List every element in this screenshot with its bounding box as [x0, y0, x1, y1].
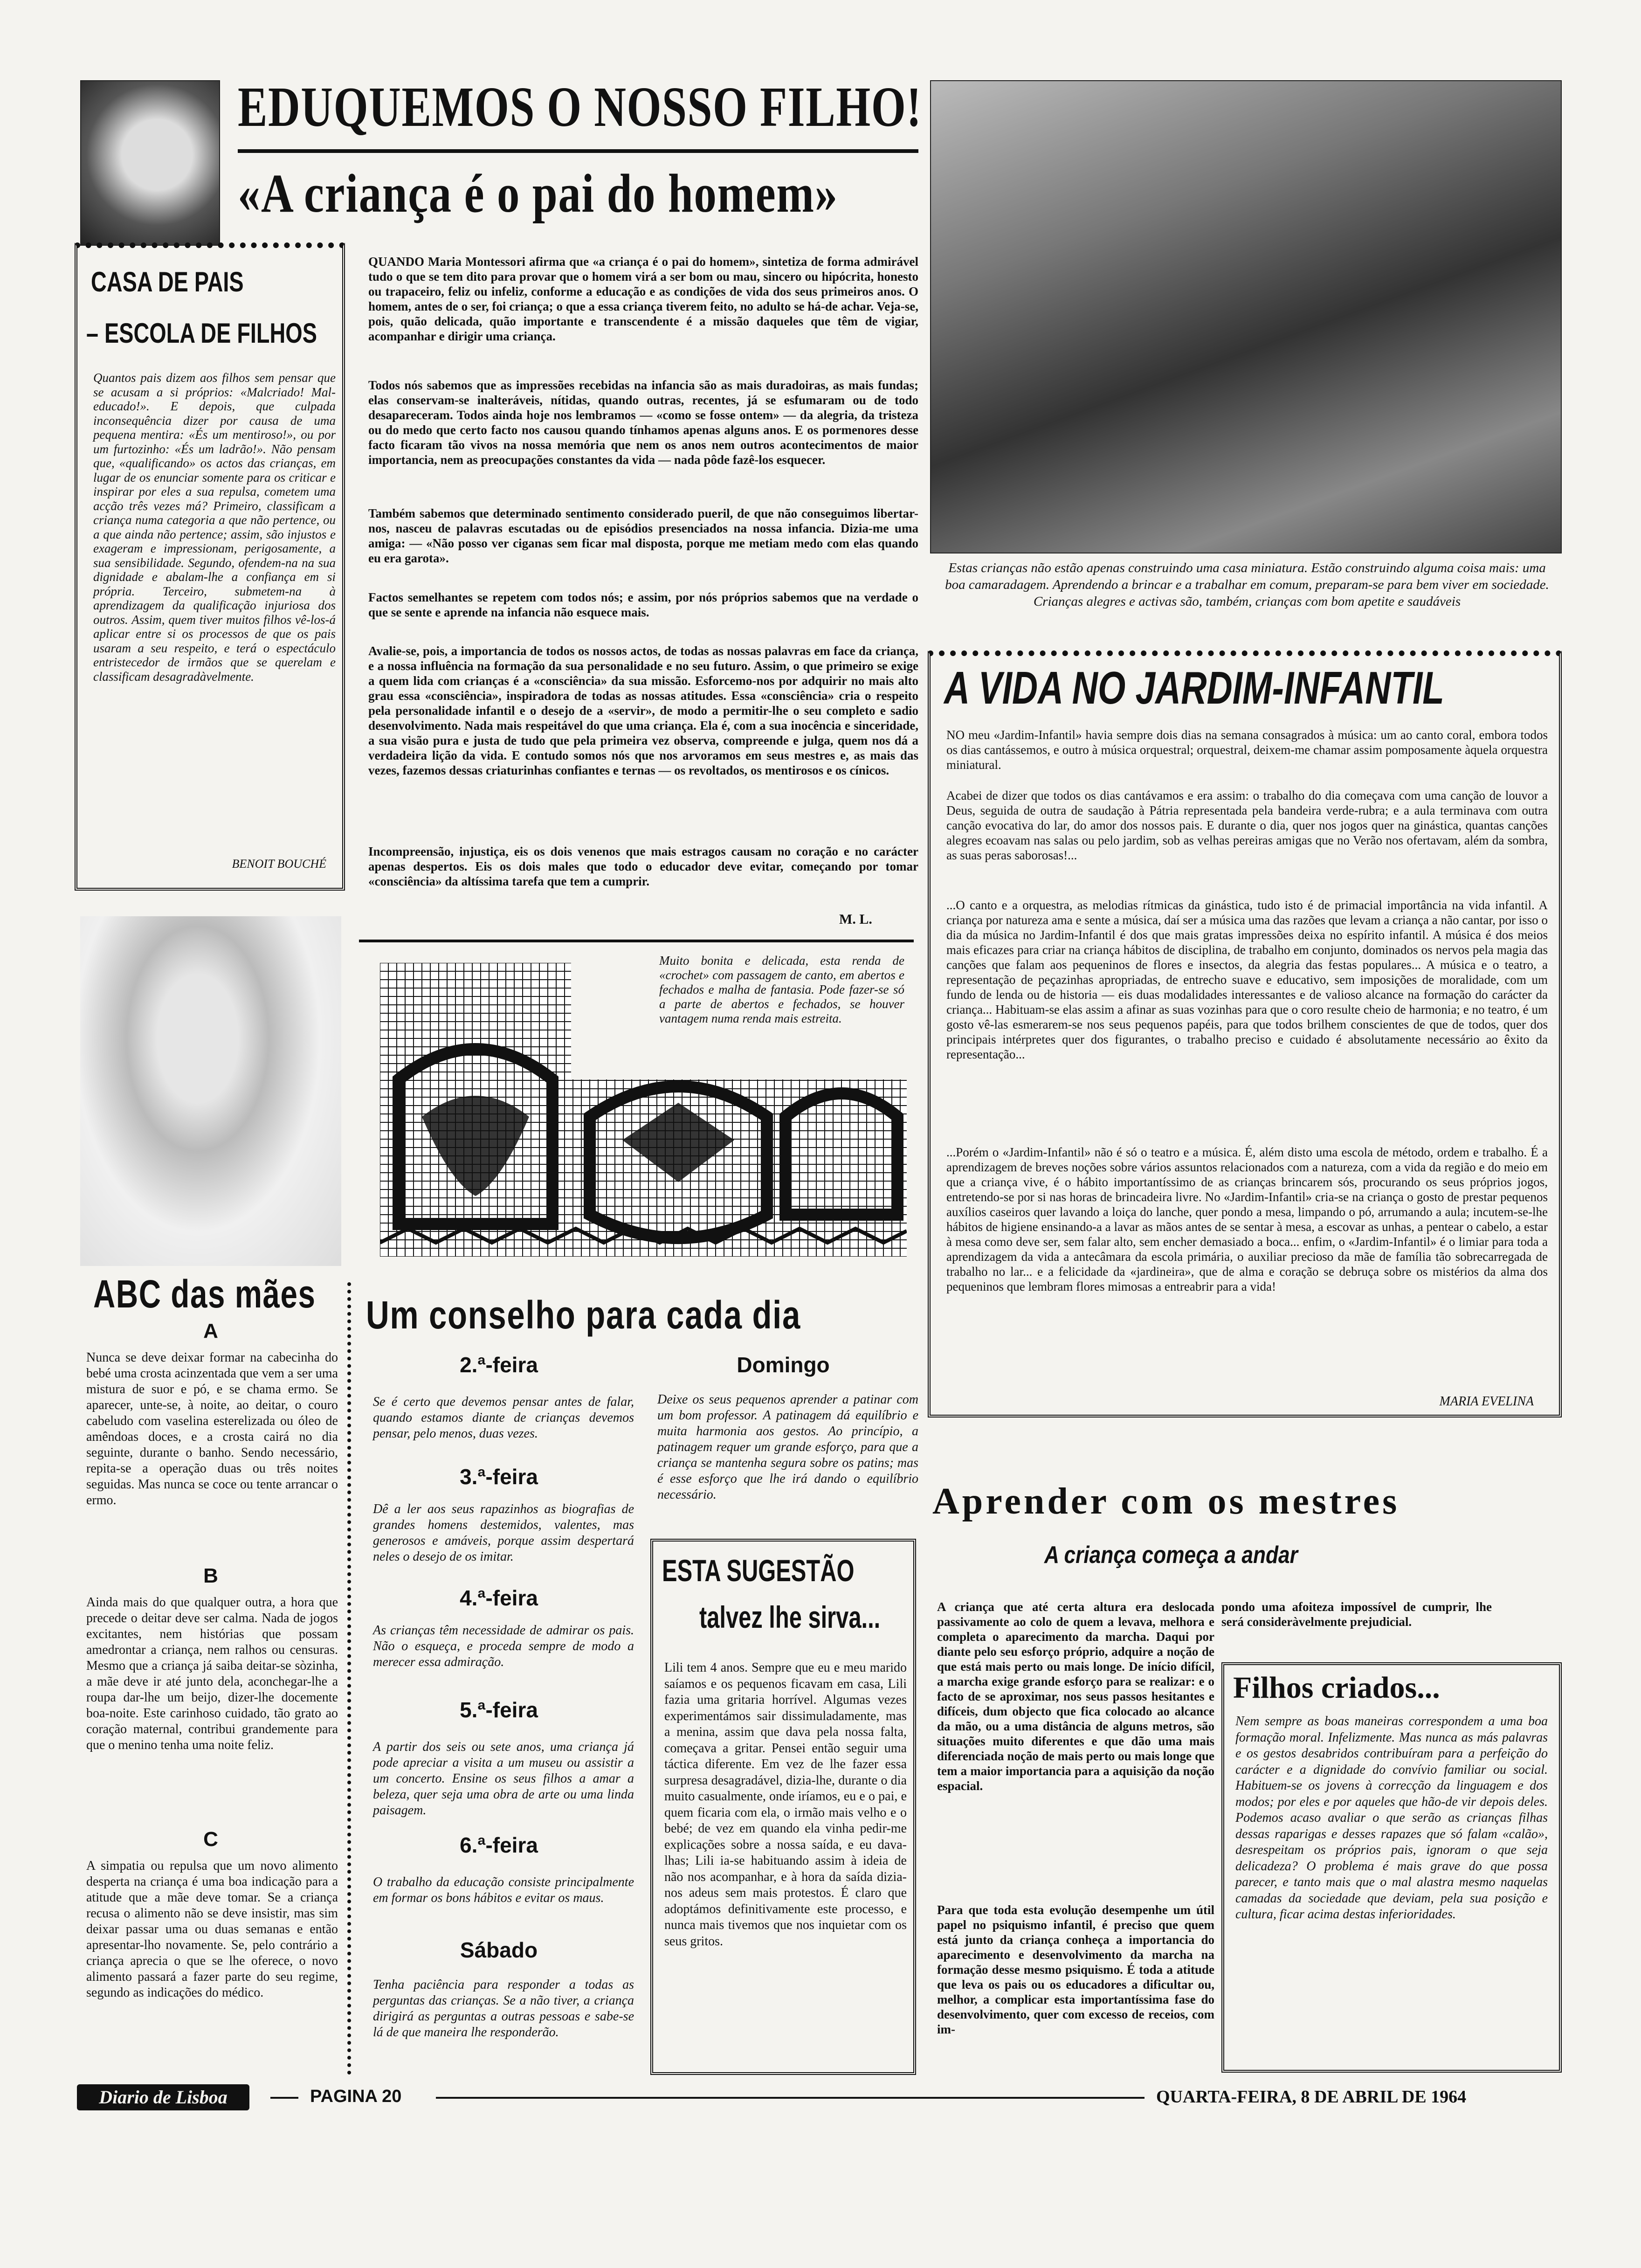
day-2-text: Se é certo que devemos pensar antes de falar, quando estamos diante de crianças devemos pensar, pelo menos, duas vezes. [373, 1395, 634, 1441]
jardim-p1: NO meu «Jardim-Infantil» havia sempre dois dias na semana consagrados à música: um ao canto coral, embora todos os dias cantássemos, e outro à música orquestral; orquestral, deixem-me chamar assim pomposamente àquela orquestra miniatural. [946, 728, 1548, 772]
main-p2: Todos nós sabemos que as impressões recebidas na infancia são as mais duradoiras, as mais fundas; elas conservam-se inalteráveis, nítidas, quando outras, recentes, já se esfumaram ou de todo desapareceram. Todos ainda hoje nos lembramos — «como se fosse ontem» — da alegria, da tristeza ou do medo que certo facto nos causou quando tínhamos apenas alguns anos. E os pormenores desse facto ficaram tão vivos na nossa memória que nem os anos nem outros acontecimentos de maior importancia, nem as preocupações constantes da vida — nada pôde fazê-los esquecer. [368, 378, 918, 467]
crochet-caption: Muito bonita e delicada, esta renda de «crochet» com passagem de canto, em abertos e fechados e malha de fantasia. Pode fazer-se só a parte de abertos e fechados, se houver vantagem numa renda mais estreita. [653, 954, 904, 1061]
title-divider [238, 149, 918, 153]
day-4-heading: 4.ª-feira [460, 1586, 538, 1610]
abc-letter-b: B [203, 1564, 218, 1587]
abc-text-c: A simpatia ou repulsa que um novo alimento desperta na criança é uma boa indicação para a atitude que a mãe deve tomar. Se a criança recusa o alimento não se deve insistir, mas sim deixar passar uma ou duas semanas e então apresentar-lho novamente. Se, pelo contrário a criança aprecia o que se lhe oferece, o novo alimento passará a fazer parte do seu regime, segundo as indicações do médico. [86, 1859, 338, 2000]
abc-letter-a: A [203, 1320, 218, 1342]
page-number: PAGINA 20 [310, 2087, 402, 2106]
newspaper-logo: Diario de Lisboa [77, 2084, 249, 2110]
baby-photo [80, 916, 341, 1266]
aprender-text-2: Para que toda esta evolução desempenhe um útil papel no psiquismo infantil, é preciso que quem está junto da criança conheça a importancia do aparecimento e desenvolvimento da marcha na formação desse mesmo psiquismo. É toda a atitude que leva os pais ou os educadores a dificultar ou, melhor, a complicar esta importantíssima fase do desenvolvimento, quer com excesso de receios, com im- [937, 1903, 1214, 2036]
day-5-text: A partir dos seis ou sete anos, uma criança já pode apreciar a visita a um museu ou assistir a um concerto. Ensine os seus filhos a amar a beleza, quer seja uma obra de arte ou uma linda paisagem. [373, 1740, 634, 1818]
conselho-title: Um conselho para cada dia [366, 1293, 801, 1337]
aprender-subtitle: A criança começa a andar [1044, 1542, 1298, 1569]
day-3-heading: 3.ª-feira [460, 1465, 538, 1489]
jardim-p4: ...Porém o «Jardim-Infantil» não é só o teatro e a música. É, além disto uma escola de método, ordem e trabalho. É a aprendizagem de breves noções sobre vários assuntos relacionados com a natureza, com a vida da região e do meio em que a criança vive, é o hábito importantíssimo de as crianças brincarem sós, procurando os seus próprios jogos, entretendo-se por si nas horas de brincadeira livre. No «Jardim-Infantil» cria-se na criança o gosto de prestar pequenos auxílios caseiros quer lavando a loiça do lanche, quer pondo a mesa, limpando o pó, arrumando a aula; incutem-se-lhe hábitos de higiene ensinando-a a lavar as mãos antes de se sentar à mesa, a escovar as unhas, a pentear o cabelo, a estar à mesa como deve ser, sem falar alto, sem encher demasiado a boca... enfim, o «Jardim-Infantil» é o limiar para toda a aprendizagem da vida a antecâmara da escola primária, o auxiliar precioso da mãe de família tão sobrecarregada de trabalho no lar... e a felicidade da «jardineira», que de alma e coração se debruça sobre os mistérios da alma dos pequeninos que lembram flores mimosas a entreabrir para a vida! [946, 1145, 1548, 1293]
main-p6: Incompreensão, injustiça, eis os dois venenos que mais estragos causam no coração e no carácter apenas despertos. Eis os dois males que todo o educador deve evitar, começando por tomar «consciência» da altíssima tarefa que tem a cumprir. [368, 844, 918, 888]
page-title: EDUQUEMOS O NOSSO FILHO! [238, 76, 922, 138]
day-4-text: As crianças têm necessidade de admirar os pais. Não o esqueça, e proceda sempre de modo a merecer essa admiração. [373, 1623, 634, 1669]
aprender-title: Aprender com os mestres [932, 1481, 1400, 1522]
saturday-heading: Sábado [460, 1938, 538, 1962]
abc-title: ABC das mães [93, 1272, 316, 1316]
filhos-title: Filhos criados... [1233, 1671, 1440, 1705]
page-subtitle: «A criança é o pai do homem» [238, 163, 838, 224]
abc-letter-c: C [203, 1828, 218, 1851]
photo-caption: Estas crianças não estão apenas construindo uma casa miniatura. Estão construindo alguma coisa mais: uma boa camaradagem. Aprendendo a brincar e a trabalhar em comum, preparam-se para bem viver em sociedade. Crianças alegres e activas são, também, crianças com bom apetite e saudáveis [945, 560, 1549, 609]
filhos-text: Nem sempre as boas maneiras correspondem a uma boa formação moral. Infelizmente. Mas nunca as más palavras e os gestos desabridos contribuíram para a perfeição do carácter e a dignidade do convívio familiar ou social. Habituem-se os jovens à correcção da linguagem e dos modos; por eles e por aqueles que hão-de vir depois deles. Podemos acaso avaliar o que serão as crianças filhas dessas raparigas e desses rapazes que só falam «calão», desrespeitam os próprios pais, ignoram o que seja delicadeza? O problema é mais grave do que possa parecer, e tanto mais que o mal alastra mesmo naquelas camadas da sociedade que deviam, pela sua posição e cultura, ficar acima destas inferioridades. [1235, 1714, 1548, 1922]
jardim-p3: ...O canto e a orquestra, as melodias rítmicas da ginástica, tudo isto é de primacial importância na vida infantil. A criança por natureza ama e sente a música, daí ser a música uma das razões que levam a criança a não cantar, por isso o dia da música no Jardim-Infantil é dos que mais gratas impressões deixa no espírito infantil. A música é dos meios mais eficazes para criar na criança hábitos de disciplina, de trabalho em conjunto, dominados os nervos pela magia das canções que falam aos pequeninos de flores e insectos, da alegria das festas populares... A música e o teatro, a representação de peçazinhas apropriadas, de entrecho suave e educativo, sem imposições de moralidade, com um fundo de lenda ou de historia — eis duas modalidades interessantes e de valioso alcance na formação do carácter da criança... Habituam-se elas assim a afinar as suas vozinhas para que o coro resulte cheio de harmonia; e no teatro, é um gosto vê-las esmerarem-se nos seus pequenos papéis, para que todos brilhem conscientes de que de todos, quer dos principais intérpretes quer dos figurantes, o trabalho preciso e cuidado é absolutamente necessário ao êxito da representação... [946, 898, 1548, 1061]
day-6-heading: 6.ª-feira [460, 1833, 538, 1857]
issue-date: QUARTA-FEIRA, 8 DE ABRIL DE 1964 [1156, 2087, 1467, 2107]
aprender-text-3: pondo uma afoiteza impossível de cumprir, lhe será consideràvelmente prejudicial. [1221, 1600, 1492, 1629]
footer-rule-left [270, 2097, 298, 2099]
main-author: M. L. [839, 912, 872, 927]
main-p1: QUANDO Maria Montessori afirma que «a criança é o pai do homem», sintetiza de forma admirável tudo o que se tem dito para provar que o homem virá a ser bom ou mau, sincero ou hipócrita, honesto ou trapaceiro, feliz ou infeliz, conforme a educação e as condições de vida dos seus primeiros anos. O homem, antes de o ser, foi criança; o que a essa criança tiverem feito, no adulto se há-de achar. Veja-se, pois, quão delicada, quão importante e transcendente é a missão daqueles que têm de vigiar, acompanhar e dirigir uma criança. [368, 255, 918, 343]
casa-text: Quantos pais dizem aos filhos sem pensar que se acusam a si próprios: «Malcriado! Mal-educado!». E depois, que culpada inconsequência dizer por causa de uma pequena mentira: «És um mentiroso!», ou por um furtozinho: «És um ladrão!». Não pensam que, «qualificando» os actos das crianças, em lugar de os enunciar somente para os criticar e inspirar por eles a sua repulsa, cometem uma acção três vezes má? Primeiro, classificam a criança numa categoria a que não pertence, ou a que ainda não pertence; assim, são injustos e exageram e impressionam, perigosamente, a sua sensibilidade. Segundo, ofendem-na na sua dignidade e abalam-lhe a confiança em si própria. Terceiro, submetem-na à aprendizagem da qualificação injuriosa dos outros. Assim, quem tiver muitos filhos vê-los-á aplicar entre si os processos de que os pais usaram a seu respeito, e terá o espectáculo entristecedor de irmãos que se querelam e classificam desagradàvelmente. [93, 371, 336, 684]
saturday-text: Tenha paciência para responder a todas as perguntas das crianças. Se a não tiver, a criança dirigirá as perguntas a outras pessoas e sabe-se lá de que maneira lhe responderão. [373, 1978, 634, 2040]
main-p3: Também sabemos que determinado sentimento considerado pueril, de que não conseguimos libertar-nos, nasceu de palavras escutadas ou de episódios presenciados na nossa infancia. Dizia-me uma amiga: — «Não posso ver ciganas sem ficar mal disposta, porque me metiam medo com elas quando eu era garota». [368, 506, 918, 565]
aprender-text: A criança que até certa altura era deslocada passivamente ao colo de quem a levava, melhora e completa o aparecimento da marcha. Daqui por diante pelo seu esforço próprio, adquire a noção de que está mais perto ou mais longe. De início difícil, a marcha exige grande esforço para se realizar: e o facto de se aproximar, nos seus passos hesitantes e difíceis, dum objecto que fica colocado ao alcance da mão, ou a uma distância de alguns metros, são situações muito diferentes e que dão uma mais diferenciada noção de mais perto ou mais longe que tem a maior importancia para a aquisição da noção espacial. [937, 1600, 1214, 1793]
day-6-text: O trabalho da educação consiste principalmente em formar os bons hábitos e evitar os maus. [373, 1875, 634, 1905]
casa-title-line2: – ESCOLA DE FILHOS [86, 318, 317, 349]
sunday-text: Deixe os seus pequenos aprender a patinar com um bom professor. A patinagem dá equilíbrio e muita harmonia aos gestos. Ao princípio, a patinagem requer um grande esforço, para que a criança se mantenha segura sobre os patins; mas é esse esforço que lhe irá dando o equilíbrio necessário. [657, 1392, 918, 1502]
day-2-heading: 2.ª-feira [460, 1353, 538, 1377]
sugestao-title-line1: ESTA SUGESTÃO [662, 1553, 855, 1588]
abc-text-a: Nunca se deve deixar formar na cabecinha do bebé uma crosta acinzentada que vem a ser uma mistura de suor e pó, e se chama ermo. Se aparecer, unte-se, à noite, ao deitar, o couro cabeludo com vaselina esterelizada ou óleo de amêndoas doces, e a crosta cairá no dia seguinte, durante o banho. Sendo necessário, repita-se a operação duas ou três noites seguidas. Mas nunca se coce ou tente arrancar o ermo. [86, 1350, 338, 1507]
main-p5: Avalie-se, pois, a importancia de todos os nossos actos, de todas as nossas palavras em face da criança, e a nossa influência na formação da sua personalidade e no seu futuro. Assim, o que primeiro se exige a quem lida com crianças é a «consciência» da sua missão. Esforcemo-nos por adquirir no mais alto grau essa «consciência», inspiradora de todas as nossas atitudes. Essa «consciência» cria o respeito pela personalidade infantil e o desejo de a «servir», de modo a permitir-lhe o seu completo e sadio desenvolvimento. Nada mais respeitável do que uma criança. Ela é, com a sua inocência e sinceridade, a sua visão pura e justa de tudo que pela primeira vez observa, compreende e julga, quem nos dá a verdadeira lição da vida. E contudo somos nós que nos arvoramos em seus mestres e, as mais das vezes, fazemos dessas criaturinhas confiantes e ternas — os revoltados, os mentirosos e os cínicos. [368, 644, 918, 777]
main-p4: Factos semelhantes se repetem com todos nós; e assim, por nós próprios sabemos que na verdade o que se sente e aprende na infancia não esquece mais. [368, 590, 918, 619]
day-3-text: Dê a ler aos seus rapazinhos as biografias de grandes homens destemidos, valentes, mas generosos e amáveis, porque assim despertará neles o desejo de os imitar. [373, 1502, 634, 1564]
footer-rule-mid [436, 2097, 1145, 2099]
casa-title-line1: CASA DE PAIS [91, 266, 244, 297]
sugestao-title-line2: talvez lhe sirva... [699, 1600, 881, 1634]
jardim-author: MARIA EVELINA [1439, 1394, 1534, 1409]
abc-right-rule [347, 1282, 352, 2075]
abc-text-b: Ainda mais do que qualquer outra, a hora que precede o deitar deve ser calma. Nada de jogos excitantes, nem histórias que possam amedrontar a criança, nem ralhos ou censuras. Mesmo que a criança já saiba deitar-se sòzinha, a mãe deve ir até junto dela, aconchegar-lhe a roupa dar-lhe um beijo, dizer-lhe docemente boa-noite. Este carinhoso cuidado, tão grato ao coração maternal, contribui grandemente para que o menino tenha uma noite feliz. [86, 1595, 338, 1752]
jardim-p2: Acabei de dizer que todos os dias cantávamos e era assim: o trabalho do dia começava com uma canção de louvor a Deus, seguida de outra de saudação à Pátria representada pela bandeira verde-rubra; e a aula terminava com outra canção evocativa do lar, do amor dos nossos pais. E durante o dia, quer nos jogos quer na ginástica, quantas canções alegres ecoavam nas salas ou pelo jardim, sob as velhas pereiras amigas que no Verão nos ofertavam, além da sombra, as suas peras saborosas!... [946, 788, 1548, 862]
child-portrait-photo [80, 80, 220, 246]
jardim-title: A VIDA NO JARDIM-INFANTIL [944, 662, 1444, 713]
sugestao-text: Lili tem 4 anos. Sempre que eu e meu marido saíamos e os pequenos ficavam em casa, Lili fazia uma gritaria horrível. Algumas vezes experimentámos sair dissimuladamente, mas a menina, assim que dava pela nossa falta, começava a gritar. Pensei então seguir uma táctica diferente. Em vez de lhe fazer essa surpresa desagradável, dizia-lhe, durante o dia muito casualmente, onde iríamos, eu e o pai, e quem ficaria com ela, o irmão mais velho e o bebé; de vez em quando ela vinha pedir-me explicações sobre a nossa saída, e eu dava-lhas; Lili ia-se habituando assim à ideia de não nos acompanhar, e à hora da saída dizia-nos adeus sem mais protestos. É claro que adoptámos definitivamente este processo, e nunca mais tivemos que nos inquietar com os seus gritos. [664, 1660, 907, 1949]
casa-author: BENOIT BOUCHÉ [232, 857, 326, 871]
sunday-heading: Domingo [737, 1353, 830, 1377]
day-5-heading: 5.ª-feira [460, 1698, 538, 1722]
children-building-photo [930, 80, 1562, 553]
